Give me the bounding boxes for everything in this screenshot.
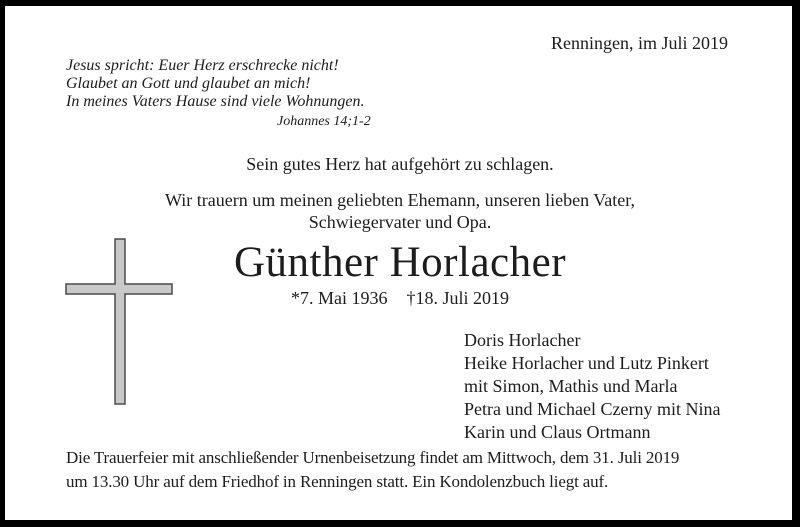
scripture-line: Glaubet an Gott und glaubet an mich! (66, 75, 311, 92)
opening-sentence: Sein gutes Herz hat aufgehört zu schlagen. (246, 154, 554, 174)
mourning-line: Schwiegervater und Opa. (308, 212, 492, 232)
death-date: †18. Juli 2019 (406, 288, 509, 308)
mourning-line: Wir trauern um meinen geliebten Ehemann, unseren lieben Vater, (164, 190, 636, 210)
family-member-line: Heike Horlacher und Lutz Pinkert (464, 353, 709, 373)
funeral-details (66, 446, 766, 494)
family-list (464, 329, 720, 444)
dateline: Renningen, im Juli 2019 (551, 33, 728, 53)
family-member-line: Petra und Michael Czerny mit Nina (464, 399, 721, 419)
scripture-reference: Johannes 14;1-2 (277, 114, 371, 129)
deceased-name: Günther Horlacher (233, 239, 567, 286)
birth-date: *7. Mai 1936 (290, 288, 388, 308)
family-member-line: Karin und Claus Ortmann (464, 422, 651, 442)
mourning-statement (0, 189, 800, 233)
family-member-line: mit Simon, Mathis und Marla (464, 376, 678, 396)
scripture-quote (66, 57, 364, 111)
scripture-line: Jesus spricht: Euer Herz erschrecke nicht! (66, 57, 339, 74)
funeral-line: um 13.30 Uhr auf dem Friedhof in Renningen statt. Ein Kondolenzbuch liegt auf. (66, 472, 609, 491)
life-dates (0, 288, 800, 309)
funeral-line: Die Trauerfeier mit anschließender Urnenbeisetzung findet am Mittwoch, dem 31. Juli 2019 (66, 448, 680, 467)
family-member-line: Doris Horlacher (464, 330, 581, 350)
scripture-line: In meines Vaters Hause sind viele Wohnungen. (66, 93, 365, 110)
